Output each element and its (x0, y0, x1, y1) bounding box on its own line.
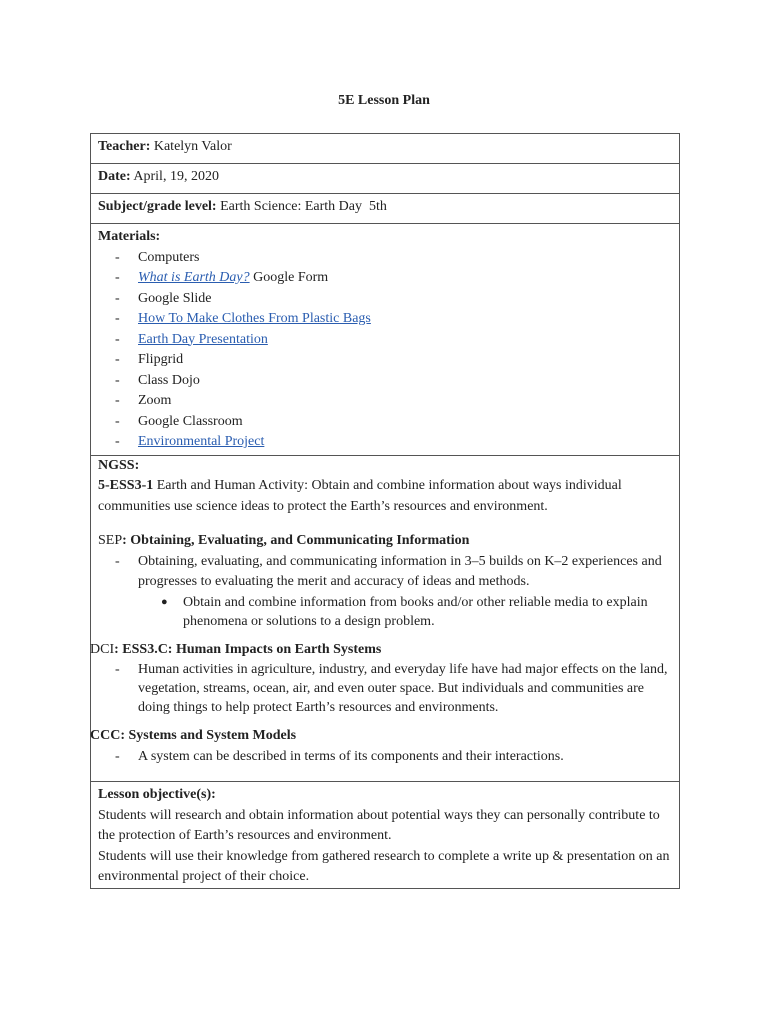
dci-heading (90, 640, 672, 661)
list-item: - Human activities in agriculture, industry, and everyday life have had major effects on the land, vegetation, streams, ocean, air, and even outer space. But individuals and communities are doing things to help protect Earth’s resources and environments. (98, 660, 672, 717)
list-item: - Flipgrid (98, 350, 672, 371)
ccc-list (98, 747, 672, 768)
what-is-earth-day-link[interactable]: What is Earth Day? (138, 270, 250, 285)
date-value: April, 19, 2020 (133, 169, 219, 184)
subject-row (91, 194, 680, 224)
materials-label: Materials: (98, 229, 161, 244)
ngss-row (91, 455, 680, 782)
objectives-paragraph-2: Students will use their knowledge from gathered research to complete a write up & presentation on an environmental project of their choice. (98, 848, 670, 884)
objectives-label: Lesson objective(s): (98, 787, 216, 802)
teacher-row (91, 134, 680, 164)
lesson-plan-table (90, 133, 680, 889)
list-item (98, 330, 672, 351)
page-title: 5E Lesson Plan (338, 93, 430, 108)
list-item: - Obtaining, evaluating, and communicating information in 3–5 builds on K–2 experiences and progresses to evaluating the merit and accuracy of ideas and methods. (98, 552, 672, 593)
date-row (91, 164, 680, 194)
list-item: ● Obtain and combine information from books and/or other reliable media to explain phenomena or solutions to a design problem. (98, 593, 672, 631)
list-item: - What is Earth Day? Google Form (98, 268, 672, 289)
environmental-project-link[interactable]: Environmental Project (138, 434, 265, 449)
teacher-value: Katelyn Valor (153, 139, 232, 154)
ngss-standard (98, 476, 672, 517)
list-item: - Class Dojo (98, 371, 672, 392)
dci-title: : ESS3.C: Human Impacts on Earth Systems (114, 641, 382, 657)
list-item (98, 309, 672, 330)
objectives-row (91, 782, 680, 889)
list-item: - Google Slide (98, 289, 672, 310)
list-item (98, 432, 672, 453)
sep-sub-list (98, 593, 672, 631)
subject-label: Subject/grade level: (98, 199, 217, 214)
objectives-paragraph-1: Students will research and obtain information about potential ways they can personally contribute to the protection of Earth’s resources and environment. (98, 807, 660, 843)
ngss-code: 5-ESS3-1 (98, 478, 154, 493)
sep-list (98, 552, 672, 593)
ngss-label: NGSS: (98, 457, 140, 473)
materials-list (98, 248, 672, 453)
list-item: - Zoom (98, 391, 672, 412)
list-item: - A system can be described in terms of its components and their interactions. (98, 747, 672, 768)
ngss-text: Earth and Human Activity: Obtain and combine information about ways individual communities use science ideas to protect the Earth’s resources and environment. (98, 478, 622, 514)
earth-day-presentation-link[interactable]: Earth Day Presentation (138, 331, 268, 347)
ccc-heading: CCC: Systems and System Models (90, 728, 297, 743)
list-item: - Computers (98, 248, 672, 269)
dci-label: DCI (90, 641, 115, 657)
materials-row (91, 224, 680, 456)
list-item: - Google Classroom (98, 412, 672, 433)
sep-title: : Obtaining, Evaluating, and Communicating Information (122, 533, 470, 548)
plastic-bags-link[interactable]: How To Make Clothes From Plastic Bags (138, 311, 371, 326)
date-label: Date: (98, 169, 131, 184)
dci-list (98, 660, 672, 717)
sep-label: SEP (98, 533, 123, 548)
subject-value: Earth Science: Earth Day 5th (220, 199, 387, 214)
sep-heading (98, 531, 672, 552)
teacher-label: Teacher: (98, 139, 151, 154)
